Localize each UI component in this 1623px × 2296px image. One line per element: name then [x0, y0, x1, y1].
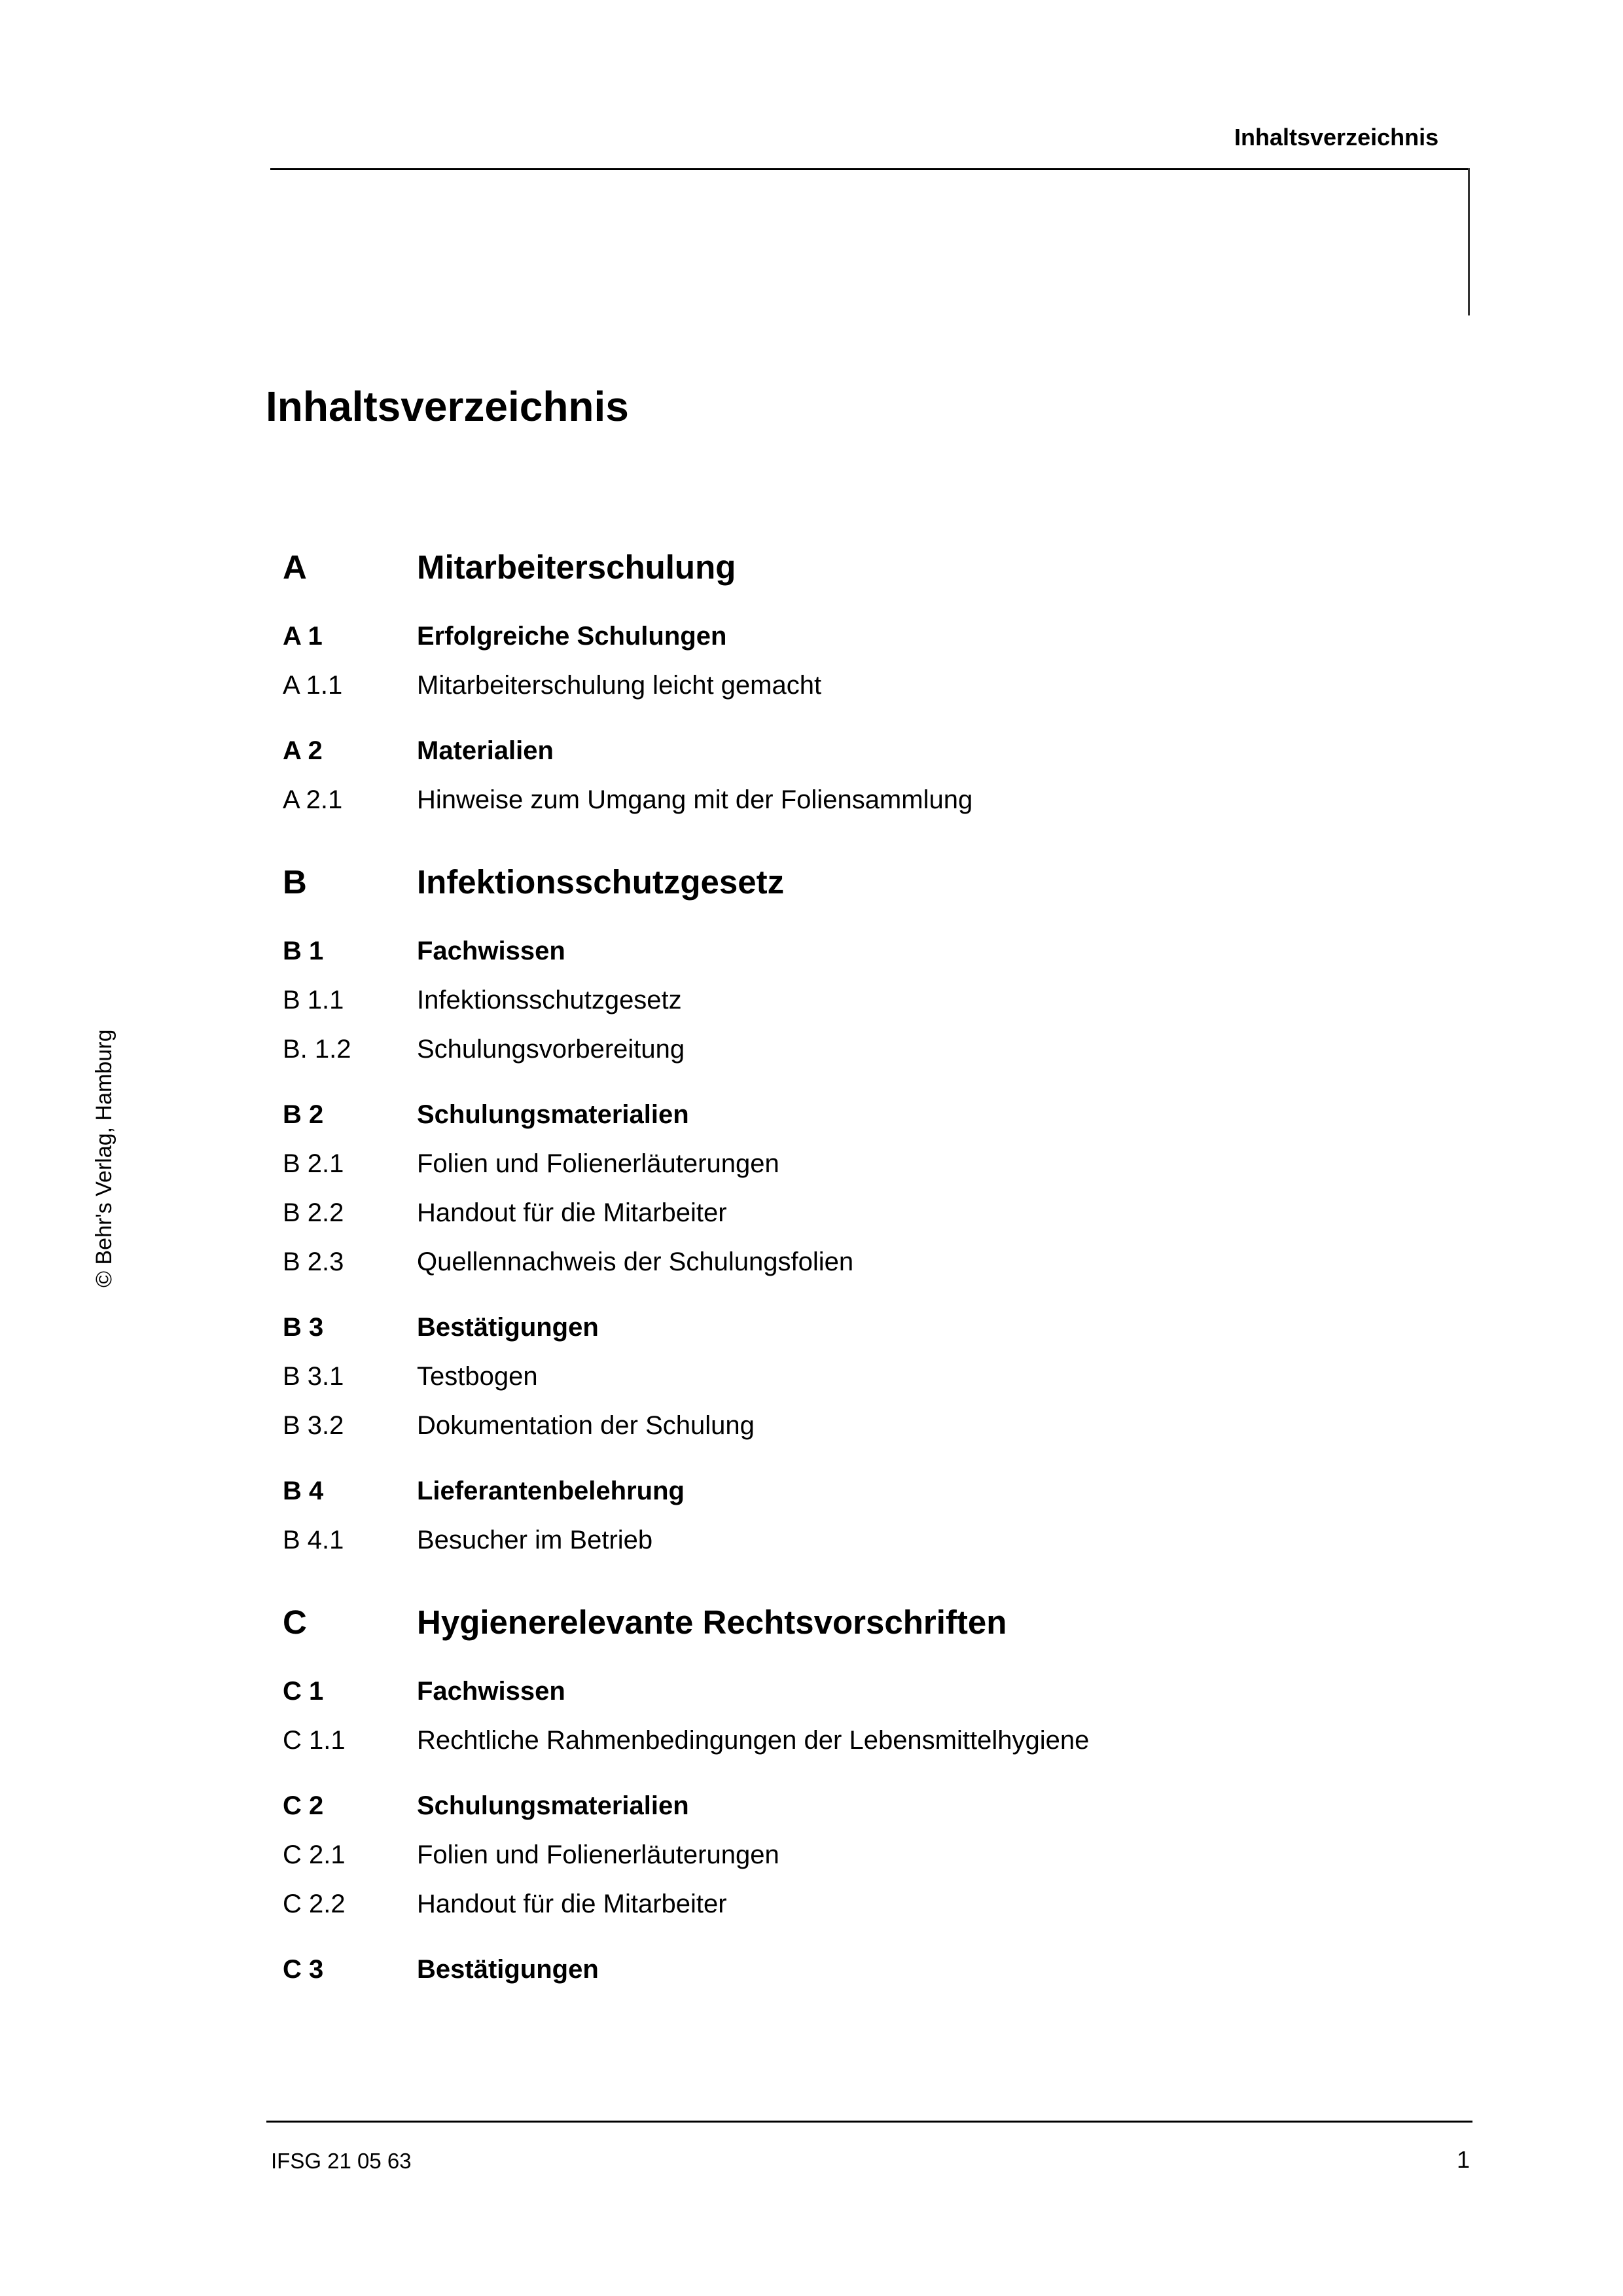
- toc-number: B 1.1: [283, 986, 344, 1014]
- toc-number: B 3.1: [283, 1362, 344, 1391]
- toc-title: Folien und Folienerläuterungen: [417, 1840, 779, 1869]
- toc-item: [0, 672, 1623, 711]
- toc-item: [0, 1412, 1623, 1452]
- toc-title: Testbogen: [417, 1362, 538, 1391]
- toc-title: Quellennachweis der Schulungsfolien: [417, 1247, 854, 1276]
- header-vertical-rule: [1468, 168, 1470, 315]
- running-header: Inhaltsverzeichnis: [1234, 124, 1439, 151]
- toc-title: Materialien: [417, 736, 554, 765]
- toc-number: C 2.2: [283, 1890, 346, 1918]
- toc-title: Erfolgreiche Schulungen: [417, 622, 727, 651]
- toc-item: [0, 1727, 1623, 1767]
- toc-title: Dokumentation der Schulung: [417, 1411, 755, 1440]
- toc-title: Schulungsmaterialien: [417, 1791, 689, 1820]
- copyright-note: © Behr's Verlag, Hamburg: [92, 1029, 116, 1287]
- toc-number: B 2.2: [283, 1198, 344, 1227]
- toc-item: [0, 1249, 1623, 1288]
- toc-title: Lieferantenbelehrung: [417, 1477, 685, 1505]
- toc-number: B 4.1: [283, 1526, 344, 1554]
- toc-title: Rechtliche Rahmenbedingungen der Lebensmittelhygiene: [417, 1726, 1090, 1755]
- toc-title: Infektionsschutzgesetz: [417, 863, 785, 901]
- toc-number: C 2.1: [283, 1840, 346, 1869]
- toc-subsection: [0, 1314, 1623, 1354]
- toc-number: B 2.3: [283, 1247, 344, 1276]
- toc-item: [0, 787, 1623, 826]
- toc-item: [0, 1363, 1623, 1403]
- toc-item: [0, 1891, 1623, 1930]
- toc-number: A 2: [283, 736, 323, 765]
- toc-number: B 3: [283, 1313, 324, 1342]
- toc-subsection: [0, 623, 1623, 662]
- toc-title: Mitarbeiterschulung leicht gemacht: [417, 671, 822, 700]
- toc-item: [0, 1151, 1623, 1190]
- toc-title: Bestätigungen: [417, 1955, 599, 1984]
- toc-section: [0, 1605, 1623, 1645]
- toc-number: C 1.1: [283, 1726, 346, 1755]
- toc-subsection: [0, 738, 1623, 777]
- toc-number: A 1.1: [283, 671, 343, 700]
- toc-subsection: [0, 938, 1623, 977]
- toc-item: [0, 987, 1623, 1026]
- page-title: Inhaltsverzeichnis: [266, 383, 629, 430]
- toc-title: Schulungsmaterialien: [417, 1100, 689, 1129]
- footer-document-code: IFSG 21 05 63: [271, 2149, 412, 2173]
- toc-number: B 2.1: [283, 1149, 344, 1178]
- toc-title: Handout für die Mitarbeiter: [417, 1198, 727, 1227]
- toc-item: [0, 1036, 1623, 1075]
- toc-number: B 4: [283, 1477, 324, 1505]
- toc-number: C 2: [283, 1791, 324, 1820]
- toc-number: A 2.1: [283, 785, 343, 814]
- toc-title: Infektionsschutzgesetz: [417, 986, 682, 1014]
- toc-number: C: [283, 1604, 307, 1641]
- toc-title: Hygienerelevante Rechtsvorschriften: [417, 1604, 1007, 1641]
- toc-number: B 3.2: [283, 1411, 344, 1440]
- toc-number: C 1: [283, 1677, 324, 1706]
- toc-number: B 1: [283, 937, 324, 965]
- toc-number: A: [283, 548, 307, 586]
- toc-title: Folien und Folienerläuterungen: [417, 1149, 779, 1178]
- toc-subsection: [0, 1102, 1623, 1141]
- toc-title: Mitarbeiterschulung: [417, 548, 736, 586]
- footer-rule: [266, 2121, 1472, 2123]
- page-number: 1: [1457, 2146, 1471, 2173]
- toc-number: A 1: [283, 622, 323, 651]
- toc-title: Schulungsvorbereitung: [417, 1035, 685, 1064]
- toc-subsection: [0, 1678, 1623, 1717]
- toc-title: Hinweise zum Umgang mit der Foliensammlung: [417, 785, 973, 814]
- toc-title: Bestätigungen: [417, 1313, 599, 1342]
- toc-item: [0, 1200, 1623, 1239]
- toc-item: [0, 1842, 1623, 1881]
- toc-section: [0, 865, 1623, 905]
- toc-subsection: [0, 1793, 1623, 1832]
- toc-section: [0, 550, 1623, 590]
- toc-subsection: [0, 1956, 1623, 1996]
- toc-number: C 3: [283, 1955, 324, 1984]
- header-rule: [270, 168, 1469, 170]
- toc-title: Fachwissen: [417, 937, 565, 965]
- toc-number: B. 1.2: [283, 1035, 351, 1064]
- toc-item: [0, 1527, 1623, 1566]
- toc-subsection: [0, 1478, 1623, 1517]
- toc-number: B: [283, 863, 307, 901]
- toc-title: Fachwissen: [417, 1677, 565, 1706]
- toc-number: B 2: [283, 1100, 324, 1129]
- toc-title: Handout für die Mitarbeiter: [417, 1890, 727, 1918]
- toc-title: Besucher im Betrieb: [417, 1526, 653, 1554]
